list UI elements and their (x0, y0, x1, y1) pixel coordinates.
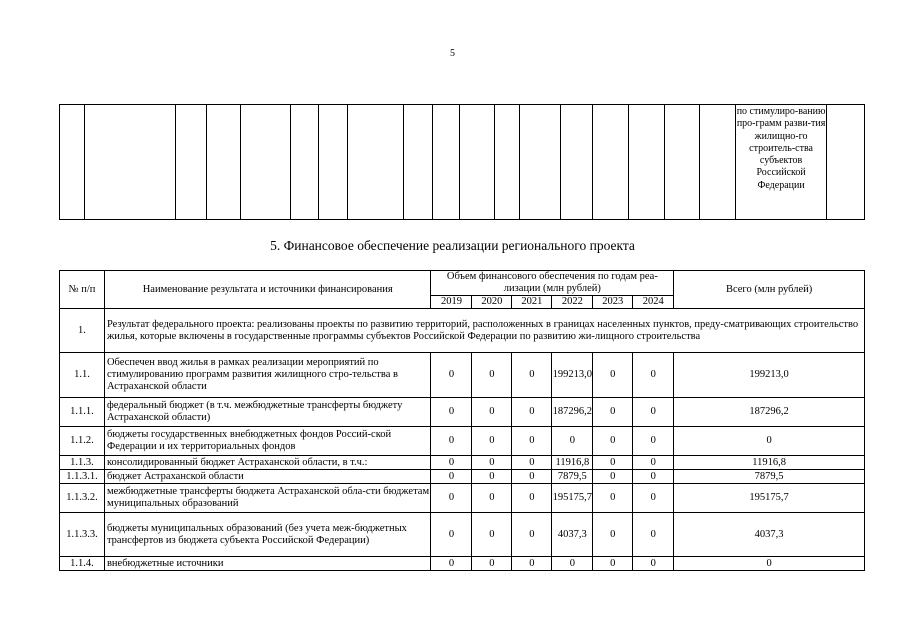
row-value: 0 (512, 557, 552, 571)
row-value: 0 (431, 470, 472, 484)
row-value: 0 (512, 456, 552, 470)
top-cell (241, 105, 291, 220)
header-year: 2024 (633, 296, 674, 309)
row-total: 187296,2 (674, 398, 865, 427)
table-row (60, 353, 865, 398)
row-value: 0 (431, 427, 472, 456)
row-value: 0 (472, 456, 512, 470)
row-value: 11916,8 (552, 456, 593, 470)
row-value: 0 (593, 398, 633, 427)
row-total: 4037,3 (674, 513, 865, 557)
row-value: 0 (552, 427, 593, 456)
row-value: 0 (633, 513, 674, 557)
top-cell (826, 105, 864, 220)
row-name: бюджеты государственных внебюджетных фондов Россий-ской Федерации и их территориальных фондов (104, 427, 431, 456)
row-total: 199213,0 (674, 353, 865, 398)
row-name: федеральный бюджет (в т.ч. межбюджетные трансферты бюджету Астраханской области) (104, 398, 431, 427)
header-volume: Объем финансового обеспечения по годам реа-лизации (млн рублей) (431, 271, 674, 296)
row-value: 0 (512, 427, 552, 456)
row-value: 0 (633, 484, 674, 513)
row-value: 0 (431, 513, 472, 557)
table-row (60, 557, 865, 571)
top-cell (629, 105, 665, 220)
row-value: 0 (472, 513, 512, 557)
table-row (60, 398, 865, 427)
row-value: 0 (472, 557, 512, 571)
page-number: 5 (450, 48, 455, 59)
continued-table (59, 104, 865, 220)
header-num: № п/п (60, 271, 105, 309)
row-total: 0 (674, 427, 865, 456)
row-value: 195175,7 (552, 484, 593, 513)
top-cell (495, 105, 520, 220)
row-value: 0 (633, 456, 674, 470)
row-value: 0 (472, 398, 512, 427)
header-total: Всего (млн рублей) (674, 271, 865, 309)
top-cell (665, 105, 700, 220)
table-row (60, 513, 865, 557)
result-text: Результат федерального проекта: реализованы проекты по развитию территорий, расположенных в границах населенных пунктов, преду-сматривающих строительство жилья, которые включены в государственные программы субъектов Российской Федерации по развитию жи-лищного строительства (104, 309, 864, 353)
row-num: 1.1.1. (60, 398, 105, 427)
row-num: 1.1.3.1. (60, 470, 105, 484)
row-num: 1.1.3.3. (60, 513, 105, 557)
row-num: 1.1.3.2. (60, 484, 105, 513)
row-num: 1. (60, 309, 105, 353)
row-num: 1.1.2. (60, 427, 105, 456)
row-name: Обеспечен ввод жилья в рамках реализации мероприятий по стимулированию программ развития жилищного стро-тельства в Астраханской области (104, 353, 431, 398)
header-name: Наименование результата и источники финансирования (104, 271, 431, 309)
row-value: 0 (431, 398, 472, 427)
top-cell (291, 105, 319, 220)
row-total: 11916,8 (674, 456, 865, 470)
row-value: 0 (431, 484, 472, 513)
row-value: 4037,3 (552, 513, 593, 557)
row-name: внебюджетные источники (104, 557, 431, 571)
row-num: 1.1.3. (60, 456, 105, 470)
top-cell (700, 105, 736, 220)
row-value: 0 (512, 484, 552, 513)
row-name: бюджеты муниципальных образований (без учета меж-бюджетных трансфертов из бюджета субъекта Российской Федерации) (104, 513, 431, 557)
row-value: 0 (593, 484, 633, 513)
row-value: 0 (633, 470, 674, 484)
table-row (60, 456, 865, 470)
row-value: 0 (472, 470, 512, 484)
row-value: 0 (472, 427, 512, 456)
top-cell (592, 105, 628, 220)
top-cell (519, 105, 560, 220)
row-value: 0 (512, 470, 552, 484)
row-value: 0 (633, 353, 674, 398)
row-value: 0 (593, 470, 633, 484)
row-name: консолидированный бюджет Астраханской области, в т.ч.: (104, 456, 431, 470)
financing-table (59, 270, 865, 571)
table-row (60, 470, 865, 484)
row-value: 0 (512, 353, 552, 398)
header-year: 2023 (593, 296, 633, 309)
result-row (60, 309, 865, 353)
row-value: 0 (593, 427, 633, 456)
row-value: 0 (593, 557, 633, 571)
row-value: 0 (431, 456, 472, 470)
row-value: 0 (593, 353, 633, 398)
row-value: 0 (552, 557, 593, 571)
row-total: 0 (674, 557, 865, 571)
header-year: 2021 (512, 296, 552, 309)
top-cell (206, 105, 240, 220)
row-value: 0 (633, 398, 674, 427)
row-value: 187296,2 (552, 398, 593, 427)
row-num: 1.1. (60, 353, 105, 398)
header-year: 2020 (472, 296, 512, 309)
row-value: 0 (633, 557, 674, 571)
row-total: 195175,7 (674, 484, 865, 513)
top-cell (318, 105, 347, 220)
section-title: 5. Финансовое обеспечение реализации регионального проекта (270, 238, 635, 253)
row-value: 0 (593, 456, 633, 470)
row-value: 0 (472, 484, 512, 513)
row-value: 199213,0 (552, 353, 593, 398)
top-cell (460, 105, 495, 220)
header-year: 2022 (552, 296, 593, 309)
row-total: 7879,5 (674, 470, 865, 484)
note-cell: по стимулиро-ванию про-грамм разви-тия жилищно-го строитель-ства субъектов Российской Федерации (736, 105, 827, 220)
top-cell (404, 105, 432, 220)
row-value: 7879,5 (552, 470, 593, 484)
row-name: межбюджетные трансферты бюджета Астраханской обла-сти бюджетам муниципальных образований (104, 484, 431, 513)
top-cell (60, 105, 85, 220)
row-value: 0 (633, 427, 674, 456)
top-cell (348, 105, 404, 220)
top-cell (432, 105, 460, 220)
header-year: 2019 (431, 296, 472, 309)
top-cell (175, 105, 206, 220)
row-value: 0 (593, 513, 633, 557)
row-value: 0 (512, 398, 552, 427)
table-row (60, 427, 865, 456)
table-row (60, 484, 865, 513)
row-value: 0 (512, 513, 552, 557)
row-value: 0 (431, 353, 472, 398)
top-cell (84, 105, 175, 220)
top-cell (560, 105, 592, 220)
row-value: 0 (472, 353, 512, 398)
row-name: бюджет Астраханской области (104, 470, 431, 484)
row-num: 1.1.4. (60, 557, 105, 571)
row-value: 0 (431, 557, 472, 571)
